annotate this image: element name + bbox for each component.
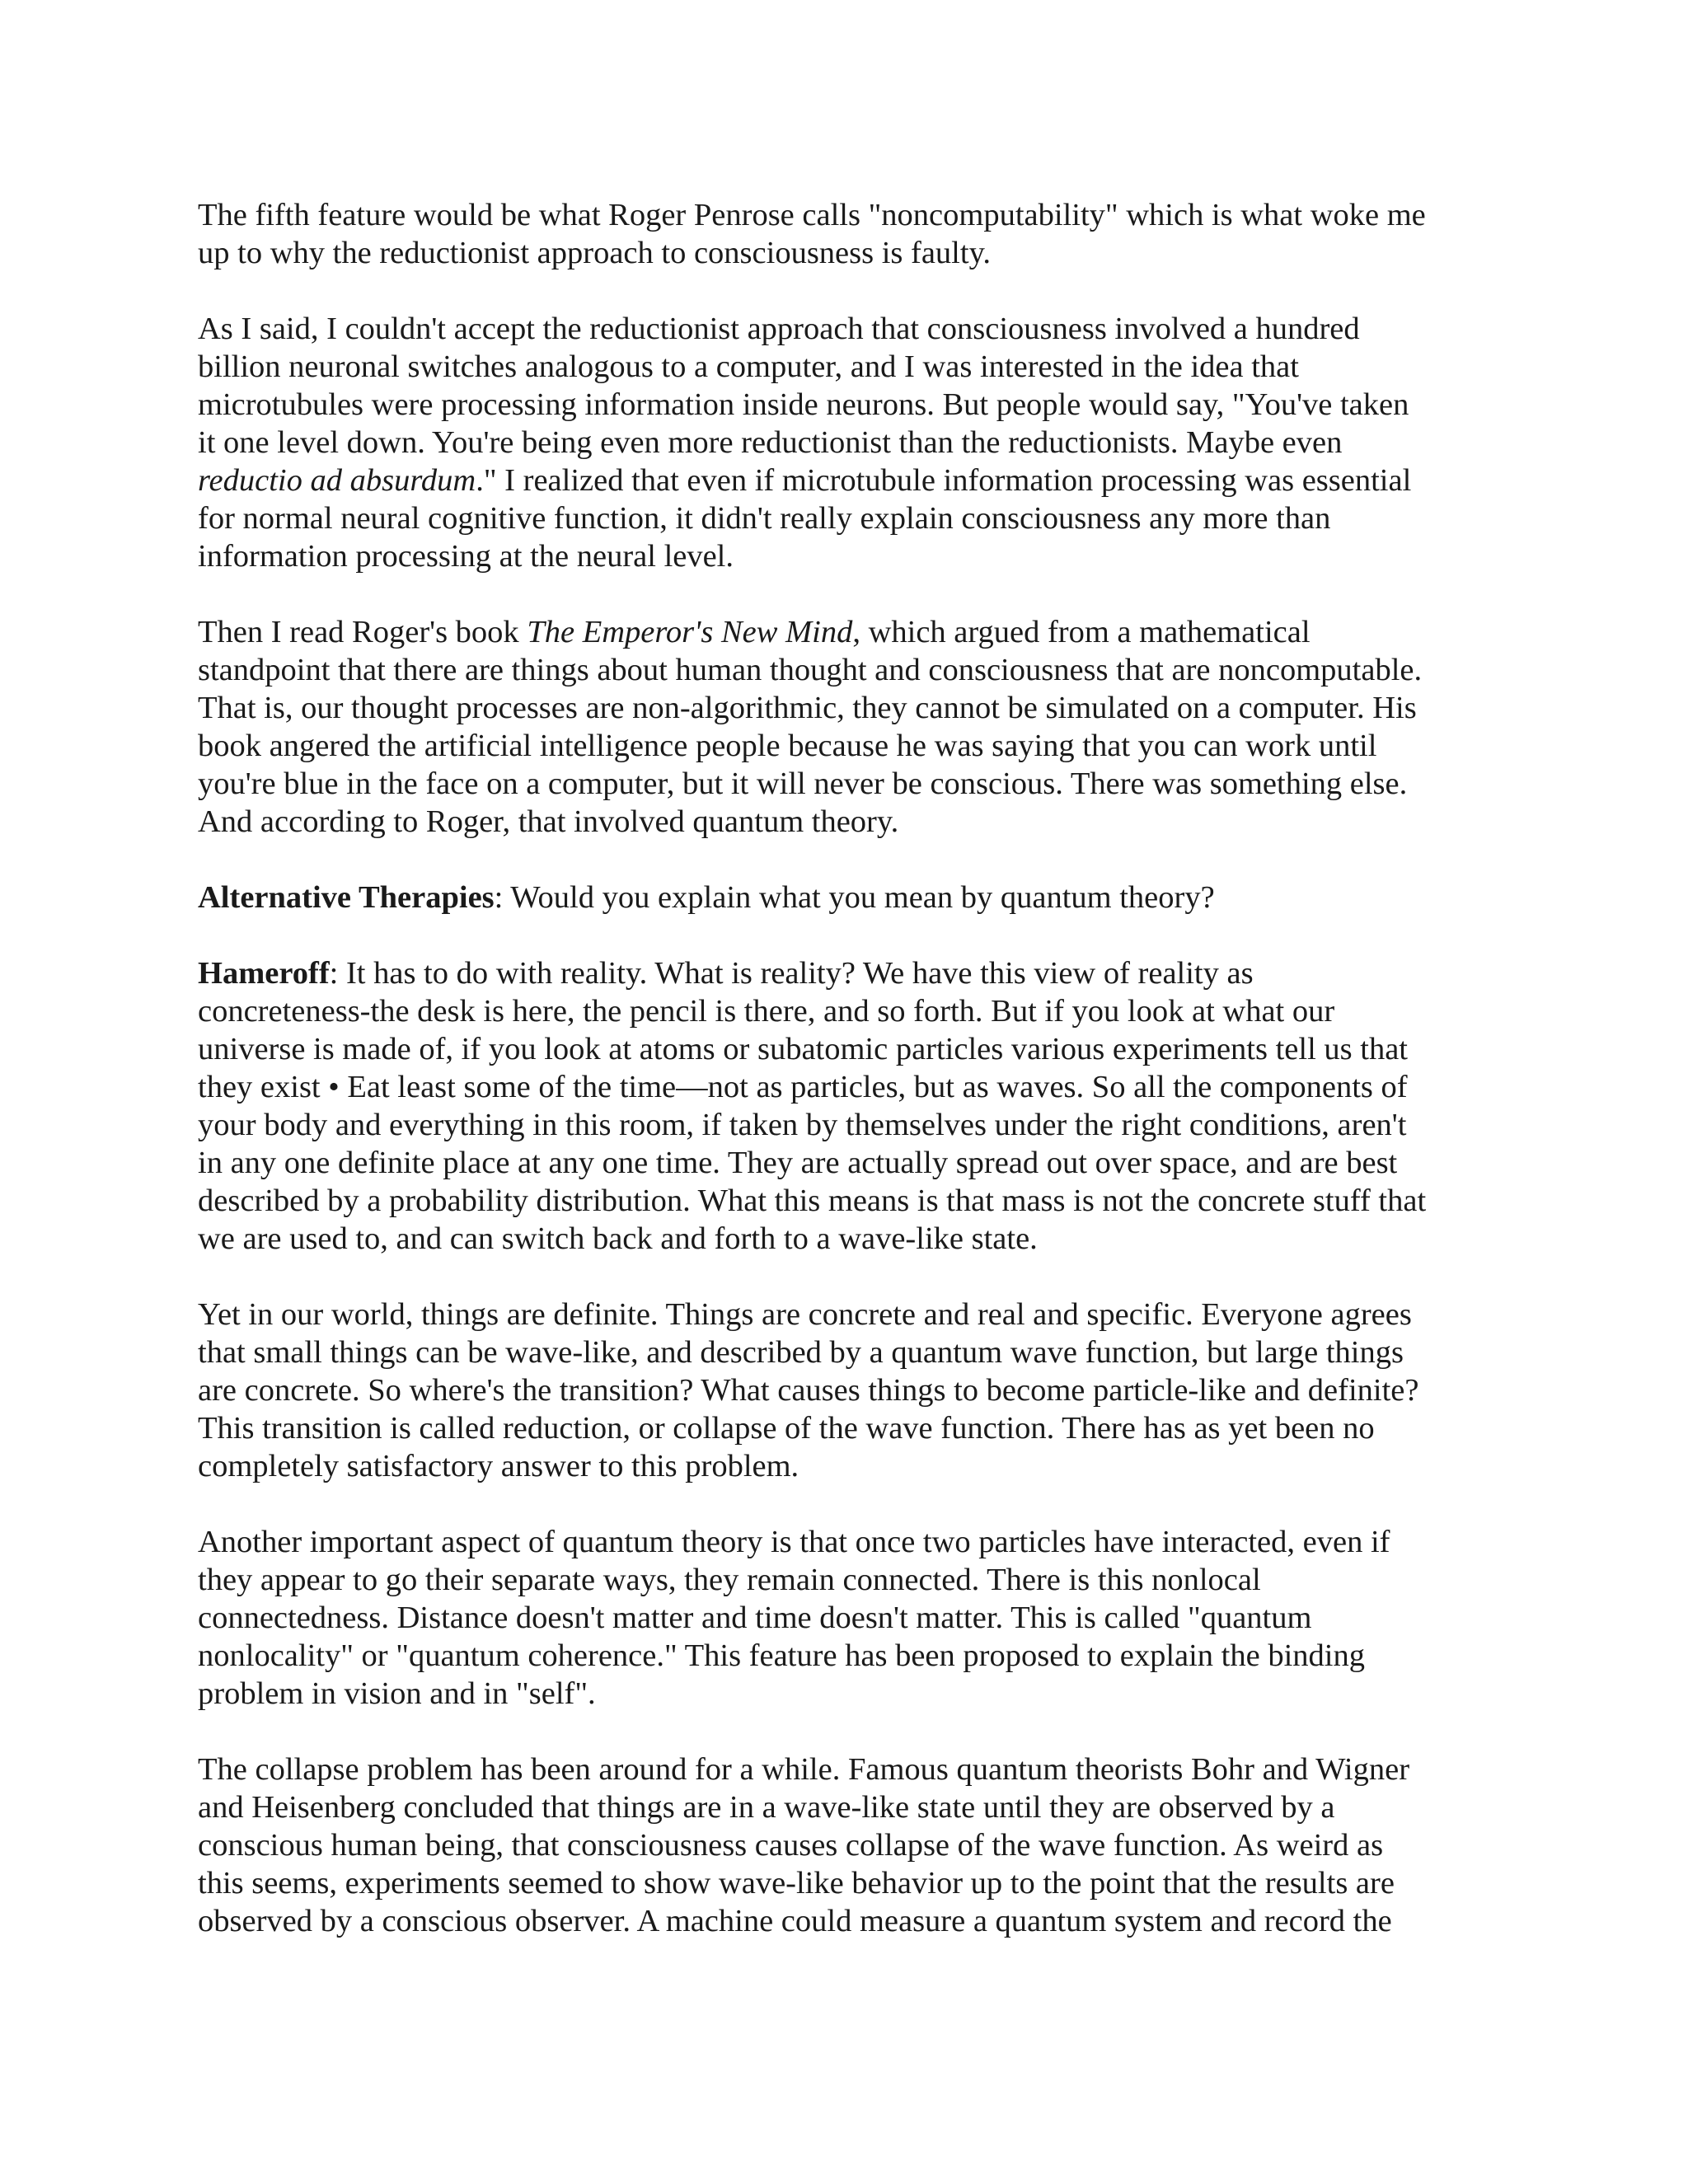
text-line [198, 462, 1484, 499]
text-line [198, 1788, 1484, 1826]
document-body [198, 196, 1484, 1940]
text-line [198, 310, 1484, 348]
document-page [198, 196, 1484, 1978]
text-line [198, 348, 1484, 386]
text-line [198, 1902, 1484, 1940]
text-run: they appear to go their separate ways, they remain connected. There is this nonlocal [198, 1563, 1261, 1597]
italic-text-run: The Emperor's New Mind [527, 615, 853, 649]
text-line [198, 879, 1484, 916]
text-line [198, 651, 1484, 689]
text-line [198, 537, 1484, 575]
text-line [198, 1068, 1484, 1106]
text-line [198, 1637, 1484, 1675]
text-run: concreteness-the desk is here, the pencil is there, and so forth. But if you look at what our [198, 994, 1335, 1029]
text-run: universe is made of, if you look at atoms or subatomic particles various experiments tell us that [198, 1032, 1409, 1066]
text-run: observed by a conscious observer. A machine could measure a quantum system and record the [198, 1904, 1392, 1938]
text-line [198, 1750, 1484, 1788]
text-line [198, 1864, 1484, 1902]
text-line [198, 1523, 1484, 1561]
text-line [198, 1030, 1484, 1068]
text-line [198, 727, 1484, 765]
text-run: for normal neural cognitive function, it didn't really explain consciousness any more than [198, 501, 1331, 536]
text-run: in any one definite place at any one time. They are actually spread out over space, and are best [198, 1146, 1398, 1180]
text-run: Yet in our world, things are definite. Things are concrete and real and specific. Everyone agrees [198, 1297, 1412, 1332]
text-line [198, 613, 1484, 651]
text-line [198, 992, 1484, 1030]
text-line [198, 1296, 1484, 1333]
text-run: it one level down. You're being even more reductionist than the reductionists. Maybe even [198, 425, 1343, 460]
text-line [198, 1220, 1484, 1258]
text-line [198, 1106, 1484, 1144]
text-run: The fifth feature would be what Roger Penrose calls "noncomputability" which is what woke me [198, 198, 1426, 232]
text-line [198, 1675, 1484, 1713]
text-run: , which argued from a mathematical [852, 615, 1311, 649]
text-line [198, 765, 1484, 803]
text-run: The collapse problem has been around for a while. Famous quantum theorists Bohr and Wigner [198, 1752, 1410, 1787]
paragraph [198, 1523, 1484, 1713]
text-run: completely satisfactory answer to this problem. [198, 1449, 799, 1483]
paragraph [198, 879, 1484, 916]
text-run: microtubules were processing information inside neurons. But people would say, "You've taken [198, 387, 1409, 422]
text-line [198, 1599, 1484, 1637]
paragraph [198, 196, 1484, 272]
text-run: Another important aspect of quantum theory is that once two particles have interacted, even if [198, 1525, 1390, 1559]
text-run: billion neuronal switches analogous to a computer, and I was interested in the idea that [198, 349, 1299, 384]
text-run: connectedness. Distance doesn't matter and time doesn't matter. This is called "quantum [198, 1601, 1312, 1635]
text-line [198, 954, 1484, 992]
text-run: your body and everything in this room, if taken by themselves under the right conditions, aren't [198, 1108, 1407, 1142]
text-line [198, 424, 1484, 462]
text-run: nonlocality" or "quantum coherence." This feature has been proposed to explain the binding [198, 1638, 1365, 1673]
text-line [198, 1144, 1484, 1182]
text-run: ." I realized that even if microtubule information processing was essential [476, 463, 1412, 498]
text-run: that small things can be wave-like, and described by a quantum wave function, but large things [198, 1335, 1404, 1370]
text-line [198, 234, 1484, 272]
text-run: information processing at the neural level. [198, 539, 734, 574]
bold-speaker-label: Alternative Therapies [198, 880, 495, 915]
text-line [198, 803, 1484, 841]
text-line [198, 386, 1484, 424]
text-line [198, 196, 1484, 234]
paragraph [198, 613, 1484, 841]
text-run: book angered the artificial intelligence people because he was saying that you can work until [198, 729, 1377, 763]
text-run: are concrete. So where's the transition? What causes things to become particle-like and definite? [198, 1373, 1419, 1408]
paragraph [198, 954, 1484, 1258]
text-line [198, 1371, 1484, 1409]
bold-speaker-label: Hameroff [198, 956, 330, 991]
text-run: That is, our thought processes are non-algorithmic, they cannot be simulated on a computer. His [198, 691, 1417, 725]
text-line [198, 1333, 1484, 1371]
paragraph [198, 310, 1484, 575]
text-line [198, 1561, 1484, 1599]
italic-text-run: reductio ad absurdum [198, 463, 476, 498]
text-line [198, 499, 1484, 537]
text-run: And according to Roger, that involved quantum theory. [198, 804, 899, 839]
text-line [198, 1826, 1484, 1864]
text-run: As I said, I couldn't accept the reductionist approach that consciousness involved a hundred [198, 312, 1360, 346]
text-run: they exist • Eat least some of the time—not as particles, but as waves. So all the components of [198, 1070, 1408, 1104]
text-run: conscious human being, that consciousness causes collapse of the wave function. As weird as [198, 1828, 1384, 1863]
text-line [198, 1182, 1484, 1220]
text-run: : Would you explain what you mean by quantum theory? [494, 880, 1215, 915]
paragraph [198, 1296, 1484, 1485]
text-run: This transition is called reduction, or collapse of the wave function. There has as yet been no [198, 1411, 1375, 1446]
text-run: this seems, experiments seemed to show wave-like behavior up to the point that the results are [198, 1866, 1395, 1900]
text-run: Then I read Roger's book [198, 615, 528, 649]
paragraph [198, 1750, 1484, 1940]
text-run: up to why the reductionist approach to consciousness is faulty. [198, 236, 991, 270]
text-run: we are used to, and can switch back and forth to a wave-like state. [198, 1221, 1038, 1256]
text-line [198, 689, 1484, 727]
text-run: you're blue in the face on a computer, but it will never be conscious. There was something else. [198, 766, 1408, 801]
text-run: standpoint that there are things about human thought and consciousness that are noncomputable. [198, 653, 1423, 687]
text-run: described by a probability distribution. What this means is that mass is not the concrete stuff that [198, 1183, 1427, 1218]
text-line [198, 1409, 1484, 1447]
text-line [198, 1447, 1484, 1485]
text-run: problem in vision and in "self". [198, 1676, 596, 1711]
text-run: : It has to do with reality. What is reality? We have this view of reality as [329, 956, 1254, 991]
text-run: and Heisenberg concluded that things are in a wave-like state until they are observed by a [198, 1790, 1335, 1825]
